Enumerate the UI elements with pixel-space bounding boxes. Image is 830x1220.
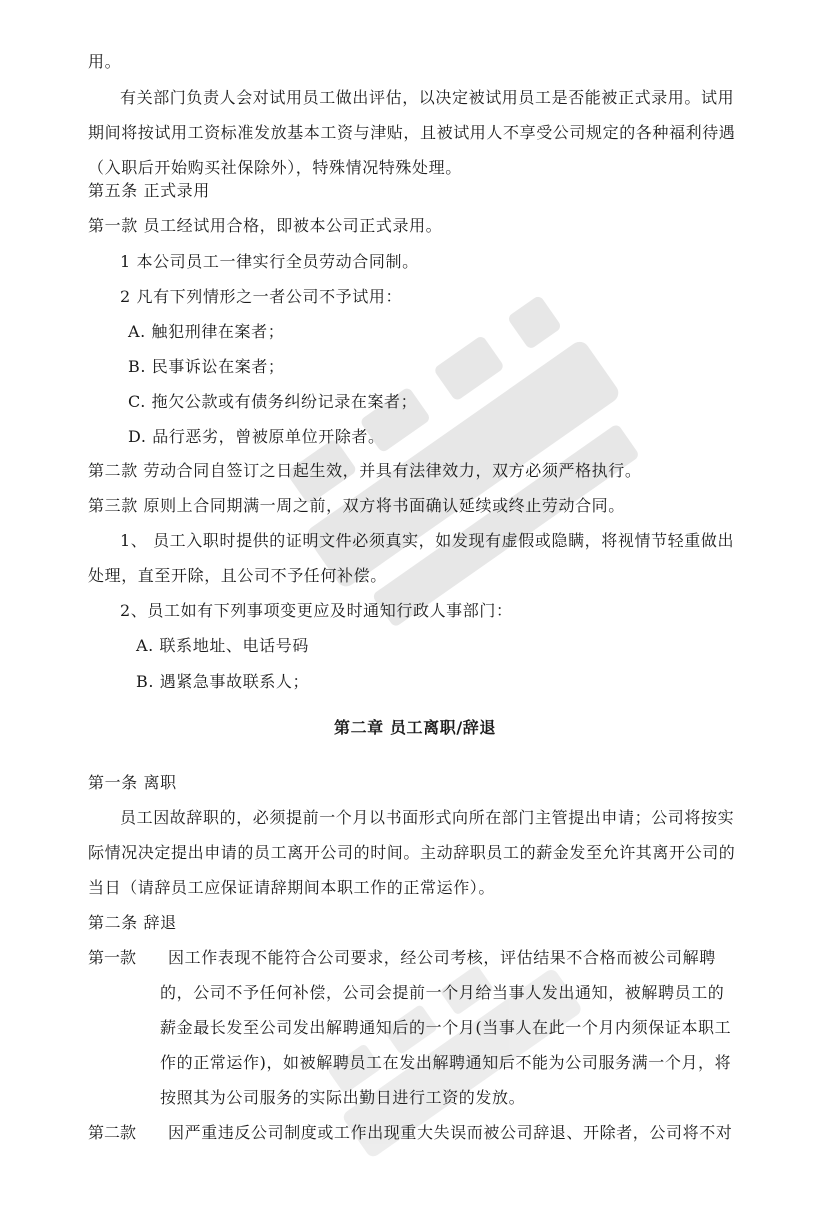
list-item: D. 品行恶劣，曾被原单位开除者。 (128, 427, 385, 446)
list-item: A. 触犯刑律在案者； (128, 322, 285, 341)
clause-label: 第二款 (88, 1123, 137, 1142)
paragraph-line: 1、 员工入职时提供的证明文件必须真实，如发现有虚假或隐瞒，将视情节轻重做出 (120, 531, 735, 550)
clause-line: 按照其为公司服务的实际出勤日进行工资的发放。 (160, 1088, 526, 1107)
paragraph-line: 际情况决定提出申请的员工离开公司的时间。主动辞职员工的薪金发至允许其离开公司的 (88, 843, 736, 862)
paragraph-line: 员工因故辞职的，必须提前一个月以书面形式向所在部门主管提出申请；公司将按实 (120, 808, 735, 827)
paragraph-line: 处理，直至开除，且公司不予任何补偿。 (88, 566, 387, 585)
clause-line: 作的正常运作)，如被解聘员工在发出解聘通知后不能为公司服务满一个月，将 (160, 1053, 732, 1072)
clause-line: 的，公司不予任何补偿，公司会提前一个月给当事人发出通知，被解聘员工的 (160, 983, 725, 1002)
list-item: B. 遇紧急事故联系人； (136, 672, 310, 691)
list-item: 2 凡有下列情形之一者公司不予试用： (120, 287, 403, 306)
chapter-heading: 第二章 员工离职/辞退 (333, 718, 496, 737)
paragraph-line: 用。 (88, 52, 122, 71)
clause-line: 第二款 劳动合同自签订之日起生效，并具有法律效力，双方必须严格执行。 (88, 461, 642, 480)
clause-label: 第一款 (88, 948, 137, 967)
paragraph-line: 当日（请辞员工应保证请辞期间本职工作的正常运作）。 (88, 878, 496, 897)
paragraph-line: 期间将按试用工资标准发放基本工资与津贴，且被试用人不享受公司规定的各种福利待遇 (88, 123, 736, 142)
section-title: 第一条 离职 (88, 773, 177, 792)
paragraph-line: （入职后开始购买社保除外），特殊情况特殊处理。 (88, 158, 462, 177)
paragraph-line: 有关部门负责人会对试用员工做出评估，以决定被试用员工是否能被正式录用。试用 (120, 88, 735, 107)
list-item: 1 本公司员工一律实行全员劳动合同制。 (120, 252, 419, 271)
section-title: 第五条 正式录用 (88, 181, 210, 200)
clause-line: 因工作表现不能符合公司要求，经公司考核，评估结果不合格而被公司解聘 (168, 948, 716, 967)
list-item: C. 拖欠公款或有债务纠纷记录在案者； (128, 392, 418, 411)
clause-line: 第一款 员工经试用合格，即被本公司正式录用。 (88, 216, 443, 235)
clause-line: 薪金最长发至公司发出解聘通知后的一个月(当事人在此一个月内须保证本职工 (160, 1018, 732, 1037)
paragraph-line: 2、员工如有下列事项变更应及时通知行政人事部门： (120, 601, 513, 620)
list-item: A. 联系地址、电话号码 (136, 636, 309, 655)
list-item: B. 民事诉讼在案者； (128, 357, 285, 376)
section-title: 第二条 辞退 (88, 913, 177, 932)
clause-line: 第三款 原则上合同期满一周之前，双方将书面确认延续或终止劳动合同。 (88, 496, 625, 515)
clause-line: 因严重违反公司制度或工作出现重大失误而被公司辞退、开除者，公司将不对 (168, 1123, 733, 1142)
